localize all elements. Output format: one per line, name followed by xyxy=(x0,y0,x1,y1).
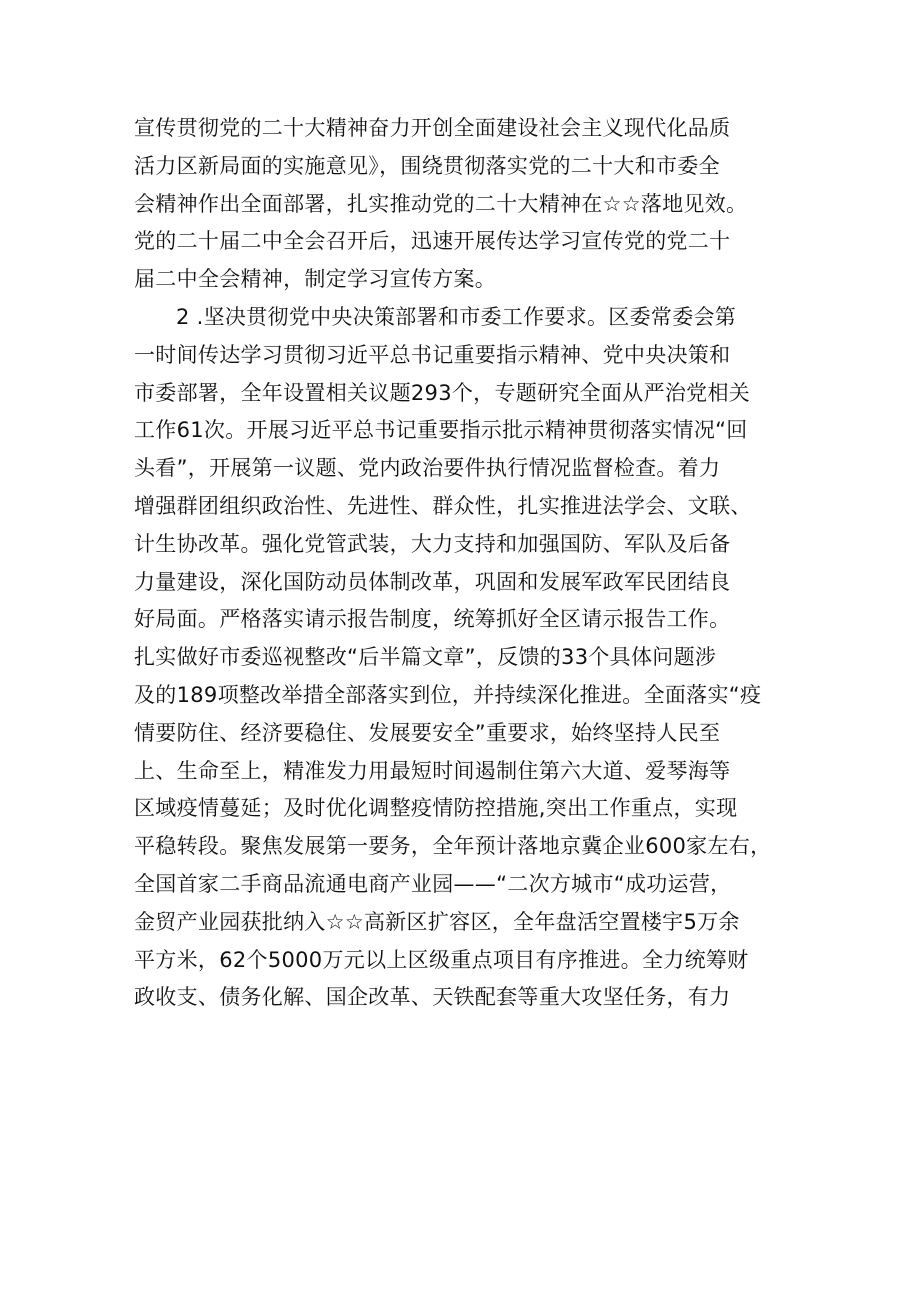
text-line: 区域疫情蔓延；及时优化调整疫情防控措施,突出工作重点，实现 xyxy=(134,796,738,821)
text-line: 金贸产业园获批纳入☆☆高新区扩容区，全年盘活空置楼宇5万余 xyxy=(134,909,740,934)
text-line: 情要防住、经济要稳住、发展要安全”重要求，始终坚持人民至 xyxy=(134,720,721,745)
text-line: 及的189项整改举措全部落实到位，并持续深化推进。全面落实“疫 xyxy=(134,682,762,707)
text-line: 力量建设，深化国防动员体制改革，巩固和发展军政军民团结良 xyxy=(134,569,731,594)
document-body xyxy=(134,110,834,1017)
text-line: 工作61次。开展习近平总书记重要指示批示精神贯彻落实情况“回 xyxy=(134,418,748,443)
text-line: 平方米，62个5000万元以上区级重点项目有序推进。全力统筹财 xyxy=(134,947,749,972)
paragraph-2 xyxy=(134,299,834,1017)
text-line: 头看”，开展第一议题、党内政治要件执行情况监督检查。着力 xyxy=(134,456,721,481)
text-line: 会精神作出全面部署，扎实推动党的二十大精神在☆☆落地见效。 xyxy=(134,191,748,216)
text-line: 政收支、债务化解、国企改革、天铁配套等重大攻坚任务，有力 xyxy=(134,985,731,1010)
text-line: 宣传贯彻党的二十大精神奋力开创全面建设社会主义现代化品质 xyxy=(134,116,731,140)
text-line: 上、生命至上，精准发力用最短时间遏制住第六大道、爱琴海等 xyxy=(134,758,731,783)
text-line: 活力区新局面的实施意见》，围绕贯彻落实党的二十大和市委全 xyxy=(134,153,720,178)
text-line: 计生协改革。强化党管武装，大力支持和加强国防、军队及后备 xyxy=(134,531,731,556)
text-line: 好局面。严格落实请示报告制度，统筹抓好全区请示报告工作。 xyxy=(134,607,731,632)
paragraph-1 xyxy=(134,110,834,299)
text-line: 平稳转段。聚焦发展第一要务，全年预计落地京冀企业600家左右， xyxy=(134,834,772,859)
text-line: 一时间传达学习贯彻习近平总书记重要指示精神、党中央决策和 xyxy=(134,342,731,367)
text-line: 2 .坚决贯彻党中央决策部署和市委工作要求。区委常委会第 xyxy=(176,304,737,329)
text-line: 增强群团组织政治性、先进性、群众性，扎实推进法学会、文联、 xyxy=(134,493,752,518)
text-line: 市委部署，全年设置相关议题293个，专题研究全面从严治党相关 xyxy=(134,380,751,405)
text-line: 扎实做好市委巡视整改“后半篇文章”，反馈的33个具体问题涉 xyxy=(134,645,717,670)
text-line: 全国首家二手商品流通电商产业园——“二次方城市“成功运营， xyxy=(134,871,732,896)
text-line: 党的二十届二中全会召开后，迅速开展传达学习宣传党的党二十 xyxy=(134,229,731,254)
text-line: 届二中全会精神，制定学习宣传方案。 xyxy=(134,267,497,292)
